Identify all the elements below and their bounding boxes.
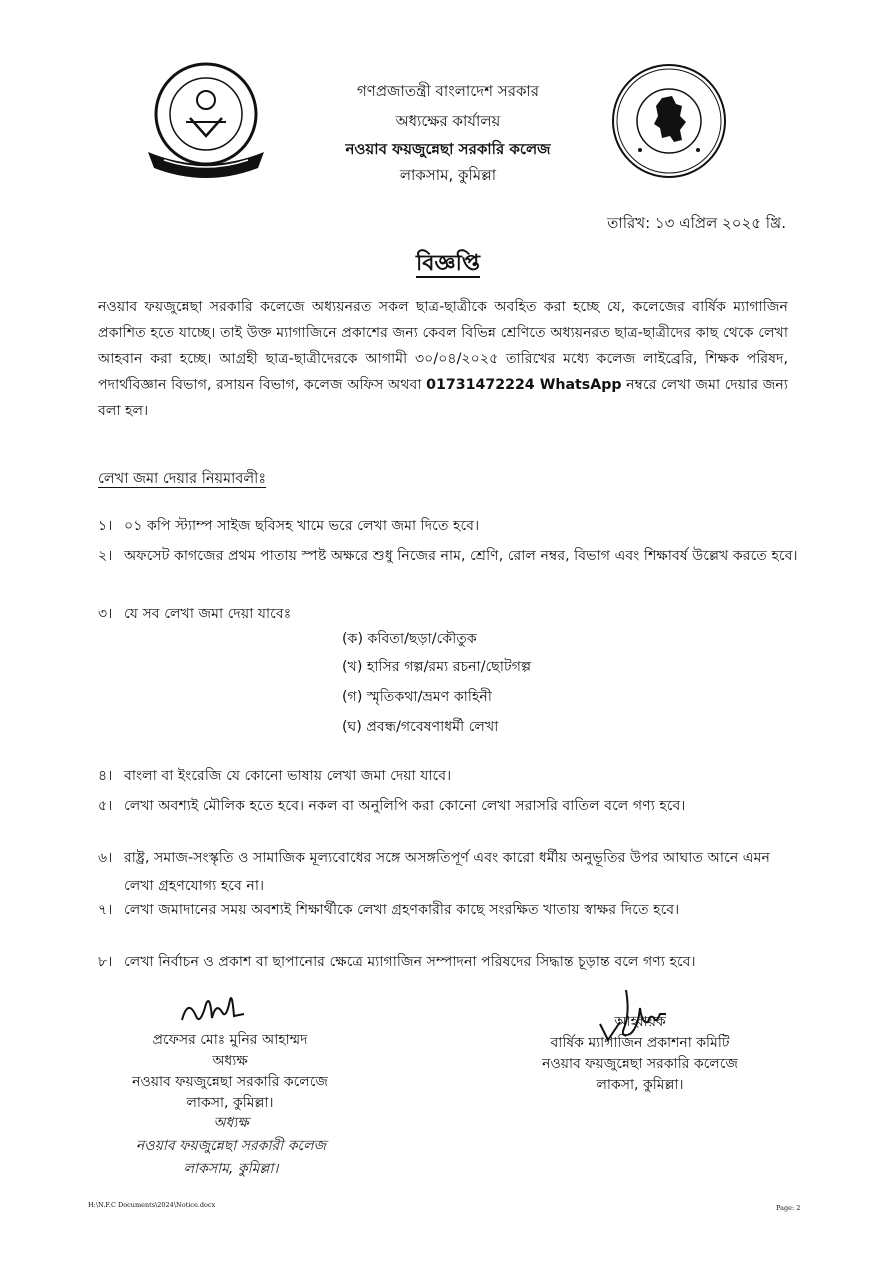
rule-item xyxy=(98,542,798,570)
principal-college: নওয়াব ফয়জুন্নেছা সরকারি কলেজে xyxy=(132,1074,328,1090)
rule-number: ৩। xyxy=(98,606,113,622)
rule-number: ২। xyxy=(98,548,113,564)
rule-text: যে সব লেখা জমা দেয়া যাবেঃ xyxy=(124,606,292,622)
government-name: গণপ্রজাতন্ত্রী বাংলাদেশ সরকার xyxy=(356,82,540,100)
principal-place: লাকসা, কুমিল্লা। xyxy=(186,1095,274,1111)
seal-college: নওয়াব ফয়জুন্নেছা সরকারী কলেজ xyxy=(135,1138,327,1154)
committee-name: বার্ষিক ম্যাগাজিন প্রকাশনা কমিটি xyxy=(550,1035,730,1051)
convener-place: লাকসা, কুমিল্লা। xyxy=(596,1077,684,1093)
rule-number: ১। xyxy=(98,518,113,534)
seal-title: অধ্যক্ষ xyxy=(213,1115,249,1131)
convener-college: নওয়াব ফয়জুন্নেছা সরকারি কলেজে xyxy=(542,1056,738,1072)
rule-item xyxy=(98,896,798,924)
rule-item xyxy=(98,512,798,540)
government-seal-icon xyxy=(610,62,728,180)
rule-number: ৭। xyxy=(98,902,113,918)
seal-place: লাকসাম, কুমিল্লা। xyxy=(183,1161,279,1177)
rule-number: ৫। xyxy=(98,798,113,814)
rule-text: লেখা নির্বাচন ও প্রকাশ বা ছাপানোর ক্ষেত্রে ম্যাগাজিন সম্পাদনা পরিষদের সিদ্ধান্ত চূড়ান্ত বলে গণ্য হবে। xyxy=(124,954,696,970)
rule-item xyxy=(98,762,798,790)
document-path: H:\N.F.C Documents\2024\Notice.docx xyxy=(88,1201,216,1209)
principal-signature-icon xyxy=(178,990,248,1032)
rule-item xyxy=(98,948,798,976)
convener-signature-block xyxy=(510,1012,770,1096)
rule-text: লেখা জমাদানের সময় অবশ্যই শিক্ষার্থীকে লেখা গ্রহণকারীর কাছে সংরক্ষিত খাতায় স্বাক্ষর দিতে হবে। xyxy=(124,902,680,918)
category-item: (ক) কবিতা/ছড়া/কৌতুক xyxy=(342,631,477,647)
rule-text: রাষ্ট্র, সমাজ-সংস্কৃতি ও সামাজিক মূল্যবোধের সঙ্গে অসঙ্গতিপূর্ণ এবং কারো ধর্মীয় অনুভূতির উপর আঘাত আনে এমন লেখা গ্রহণযোগ্য হবে না। xyxy=(124,850,770,894)
principal-seal-stamp xyxy=(96,1112,366,1181)
rule-item xyxy=(98,792,798,820)
rule-text: ০১ কপি স্ট্যাম্প সাইজ ছবিসহ খামে ভরে লেখা জমা দিতে হবে। xyxy=(124,518,480,534)
rule-item xyxy=(98,844,798,900)
rule-text: লেখা অবশ্যই মৌলিক হতে হবে। নকল বা অনুলিপি করা কোনো লেখা সরাসরি বাতিল বলে গণ্য হবে। xyxy=(124,798,686,814)
notice-date: তারিখ: ১৩ এপ্রিল ২০২৫ খ্রি. xyxy=(607,214,786,232)
rule-number: ৪। xyxy=(98,768,113,784)
contact-number: 01731472224 WhatsApp xyxy=(426,377,622,393)
body-part-2: নম্বরে লেখা জমা দেয়ার জন্য বলা হল। xyxy=(98,377,789,419)
college-emblem-icon xyxy=(140,56,272,184)
category-item: (খ) হাসির গল্প/রম্য রচনা/ছোটগল্প xyxy=(342,659,532,675)
rule-text: বাংলা বা ইংরেজি যে কোনো ভাষায় লেখা জমা দেয়া যাবে। xyxy=(124,768,452,784)
convener-title: আহ্বায়ক xyxy=(614,1014,666,1030)
notice-body xyxy=(98,294,788,424)
principal-signature-block xyxy=(100,1030,360,1114)
body-part-1: নওয়াব ফয়জুন্নেছা সরকারি কলেজে অধ্যয়নরত সকল ছাত্র-ছাত্রীকে অবহিত করা হচ্ছে যে, কলেজের বার্ষিক ম্যাগাজিন প্রকাশিত হতে যাচ্ছে। তাই উক্ত ম্যাগাজিনে প্রকাশের জন্য কেবল বিভিন্ন শ্রেণিতে অধ্যয়নরত ছাত্র-ছাত্রীদের কাছ থেকে লেখা আহবান করা হচ্ছে। আগ্রহী ছাত্র-ছাত্রীদেরকে আগামী ৩০/০৪/২০২৫ তারিখের মধ্যে কলেজ লাইব্রেরি, শিক্ষক পরিষদ, পদার্থবিজ্ঞান বিভাগ, রসায়ন বিভাগ, কলেজ অফিস অথবা xyxy=(98,299,788,393)
notice-title xyxy=(0,246,896,283)
rule-item xyxy=(98,600,798,628)
rule-text: অফসেট কাগজের প্রথম পাতায় স্পষ্ট অক্ষরে শুধু নিজের নাম, শ্রেণি, রোল নম্বর, বিভাগ এবং শিক্ষাবর্ষ উল্লেখ করতে হবে। xyxy=(124,548,798,564)
category-item: (গ) স্মৃতিকথা/ভ্রমণ কাহিনী xyxy=(342,689,492,705)
category-item: (ঘ) প্রবন্ধ/গবেষণাধর্মী লেখা xyxy=(342,719,499,735)
college-name: নওয়াব ফয়জুন্নেছা সরকারি কলেজ xyxy=(345,140,551,158)
rule-number: ৬। xyxy=(98,850,113,866)
college-place: লাকসাম, কুমিল্লা xyxy=(399,166,497,184)
office-name: অধ্যক্ষের কার্যালয় xyxy=(395,112,501,130)
rules-heading: লেখা জমা দেয়ার নিয়মাবলীঃ xyxy=(98,471,267,487)
page-number: Page: 2 xyxy=(776,1204,801,1212)
notice-title-text: বিজ্ঞপ্তি xyxy=(416,251,480,276)
rule-number: ৮। xyxy=(98,954,113,970)
principal-name: প্রফেসর মোঃ মুনির আহাম্মদ xyxy=(152,1032,308,1048)
principal-title: অধ্যক্ষ xyxy=(212,1053,248,1069)
